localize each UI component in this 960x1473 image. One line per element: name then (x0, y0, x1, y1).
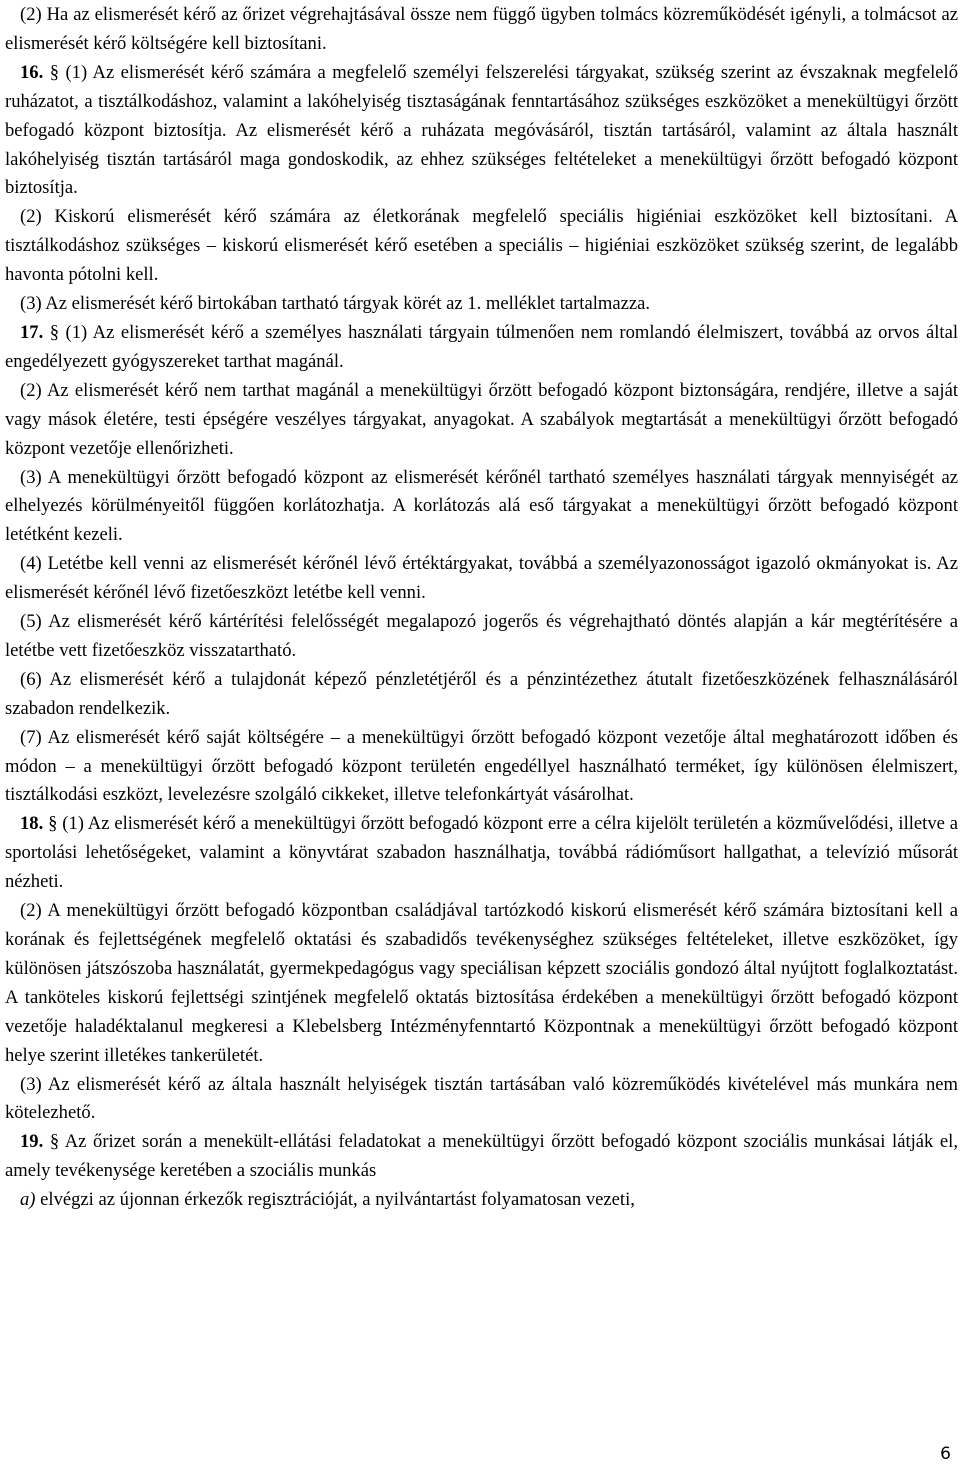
section-17-paragraph-1: 17. § (1) Az elismerését kérő a személyes használati tárgyain túlmenően nem romlandó élelmiszert, továbbá az orvos által engedélyezett gyógyszereket tarthat magánál. (5, 321, 958, 372)
section-sign: § (49, 1131, 60, 1153)
paragraph-2-interpreter: (2) Ha az elismerését kérő az őrizet végrehajtásával össze nem függő ügyben tolmács közreműködését igényli, a tolmácsot az elismerését kérő költségére kell biztosítani. (5, 4, 958, 54)
section-19-intro: 19. § Az őrizet során a menekült-ellátási feladatokat a menekültügyi őrzött befogadó központ szociális munkásai látják el, amely tevékenysége keretében a szociális munkás (5, 1131, 959, 1182)
section-17-paragraph-2: (2) Az elismerését kérő nem tarthat magánál a menekültügyi őrzött befogadó központ biztonságára, rendjére, illetve a saját vagy mások életére, testi épségére veszélyes tárgyakat, anyagokat. A szabályok megtartását a menekültügyi őrzött befogadó központ vezetője ellenőrizheti. (5, 379, 958, 459)
section-18-paragraph-1: 18. § (1) Az elismerését kérő a menekültügyi őrzött befogadó központ erre a célra kijelölt területén a közművelődési, illetve a sportolási lehetőségeket, valamint a könyvtárat szabadon használhatja, továbbá rádióműsort hallgathat, a televízió műsorát nézheti. (5, 813, 958, 893)
section-17-paragraph-4: (4) Letétbe kell venni az elismerését kérőnél lévő értéktárgyakat, továbbá a személyazonosságot igazoló okmányokat is. Az elismerését kérőnél lévő fizetőeszközt letétbe kell venni. (5, 553, 958, 604)
section-17-paragraph-6: (6) Az elismerését kérő a tulajdonát képező pénzletétjéről és a pénzintézethez átutalt fizetőeszközének felhasználásáról szabadon rendelkezik. (5, 668, 958, 719)
section-number: 18. (20, 813, 44, 835)
document-body (5, 1, 958, 1215)
section-sign: § (49, 321, 60, 343)
section-number: 19. (20, 1131, 44, 1153)
section-sign: § (49, 61, 59, 83)
section-sign: § (48, 813, 58, 835)
page-number: 6 (940, 1444, 951, 1464)
section-18-paragraph-3: (3) Az elismerését kérő az általa használt helyiségek tisztán tartásában való közreműködés kivételével más munkára nem kötelezhető. (5, 1073, 958, 1124)
section-16-paragraph-2: (2) Kiskorú elismerését kérő számára az életkorának megfelelő speciális higiéniai eszközöket kell biztosítani. A tisztálkodáshoz szükséges – kiskorú elismerését kérő esetében a speciális – higiéniai eszközöket szükség szerint, de legalább havonta pótolni kell. (5, 206, 958, 286)
section-number: 17. (20, 321, 44, 343)
section-number: 16. (20, 61, 44, 83)
section-16-paragraph-1: 16. § (1) Az elismerését kérő számára a megfelelő személyi felszerelési tárgyakat, szükség szerint az évszaknak megfelelő ruházatot, a tisztálkodáshoz, valamint a lakóhelyiség tisztaságának fenntartásához szükséges eszközöket a menekültügyi őrzött befogadó központ biztosítja. Az elismerését kérő a ruházata megóvásáról, tisztán tartásáról, valamint az általa használt lakóhelyiség tisztán tartásáról maga gondoskodik, az ehhez szükséges feltételeket a menekültügyi őrzött befogadó központ biztosítja. (5, 61, 959, 199)
section-17-paragraph-5: (5) Az elismerését kérő kártérítési felelősségét megalapozó jogerős és végrehajtható döntés alapján a kár megtérítésére a letétbe vett fizetőeszköz visszatartható. (5, 611, 958, 661)
section-17-paragraph-3: (3) A menekültügyi őrzött befogadó központ az elismerését kérőnél tartható személyes használati tárgyak mennyiségét az elhelyezés körülményeitől függően korlátozhatja. A korlátozás alá eső tárgyakat a menekültügyi őrzött befogadó központ letétként kezeli. (5, 466, 958, 546)
section-18-paragraph-2: (2) A menekültügyi őrzött befogadó központban családjával tartózkodó kiskorú elismerését kérő számára biztosítani kell a korának és fejlettségének megfelelő oktatási és szabadidős tevékenységhez szükséges feltételeket, illetve eszközöket, így különösen játszószoba használatát, gyermekpedagógus vagy speciálisan képzett szociális gondozó által nyújtott foglalkoztatást. A tanköteles kiskorú fejlettségi szintjének megfelelő oktatás biztosítása érdekében a menekültügyi őrzött befogadó központ vezetője haladéktalanul megkeresi a Klebelsberg Intézményfenntartó Központnak a menekültügyi őrzött befogadó központ helye szerint illetékes tankerületét. (5, 900, 958, 1066)
item-letter: a) (20, 1189, 36, 1211)
section-19-item-a: a) elvégzi az újonnan érkezők regisztrációját, a nyilvántartást folyamatosan vezeti, (20, 1189, 635, 1211)
section-17-paragraph-7: (7) Az elismerését kérő saját költségére – a menekültügyi őrzött befogadó központ vezetője által meghatározott időben és módon – a menekültügyi őrzött befogadó központ területén engedéllyel használható terméket, így különösen élelmiszert, tisztálkodási eszközt, levelezésre szolgáló cikkeket, illetve telefonkártyát vásárolhat. (5, 726, 958, 806)
section-16-paragraph-3: (3) Az elismerését kérő birtokában tartható tárgyak körét az 1. melléklet tartalmazza. (20, 293, 651, 315)
